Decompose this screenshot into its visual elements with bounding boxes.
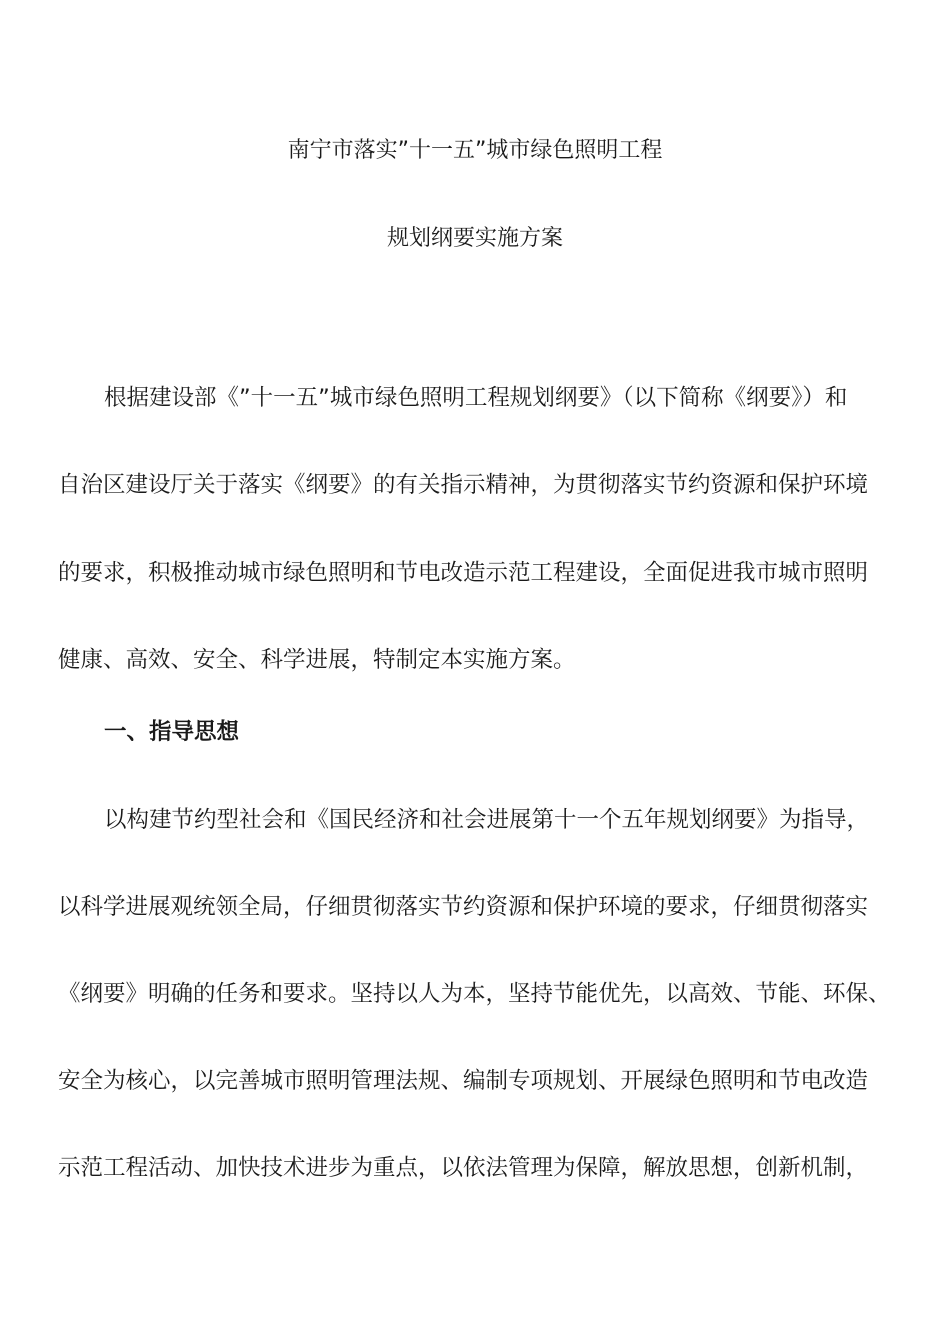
paragraph-1-line-2: 自治区建设厅关于落实《纲要》的有关指示精神，为贯彻落实节约资源和保护环境: [58, 472, 869, 498]
paragraph-2-line-3: 《纲要》明确的任务和要求。坚持以人为本，坚持节能优先，以高效、节能、环保、: [58, 981, 891, 1007]
document-title-line-1: 南宁市落实”十一五”城市绿色照明工程: [287, 138, 663, 163]
paragraph-1-line-3: 的要求，积极推动城市绿色照明和节电改造示范工程建设，全面促进我市城市照明: [58, 560, 869, 586]
paragraph-1-line-4: 健康、高效、安全、科学进展，特制定本实施方案。: [58, 647, 576, 673]
paragraph-2-line-2: 以科学进展观统领全局，仔细贯彻落实节约资源和保护环境的要求，仔细贯彻落实: [58, 894, 869, 920]
paragraph-2-line-4: 安全为核心，以完善城市照明管理法规、编制专项规划、开展绿色照明和节电改造: [58, 1068, 869, 1094]
paragraph-2-line-5: 示范工程活动、加快技术进步为重点，以依法管理为保障，解放思想，创新机制，: [58, 1155, 869, 1181]
document-title-line-2: 规划纲要实施方案: [386, 226, 563, 251]
paragraph-2-line-1: 以构建节约型社会和《国民经济和社会进展第十一个五年规划纲要》为指导，: [104, 807, 870, 833]
section-1-heading: 一、指导思想: [104, 719, 240, 745]
paragraph-1-line-1: 根据建设部《”十一五”城市绿色照明工程规划纲要》（以下简称《纲要》）和: [104, 385, 848, 411]
